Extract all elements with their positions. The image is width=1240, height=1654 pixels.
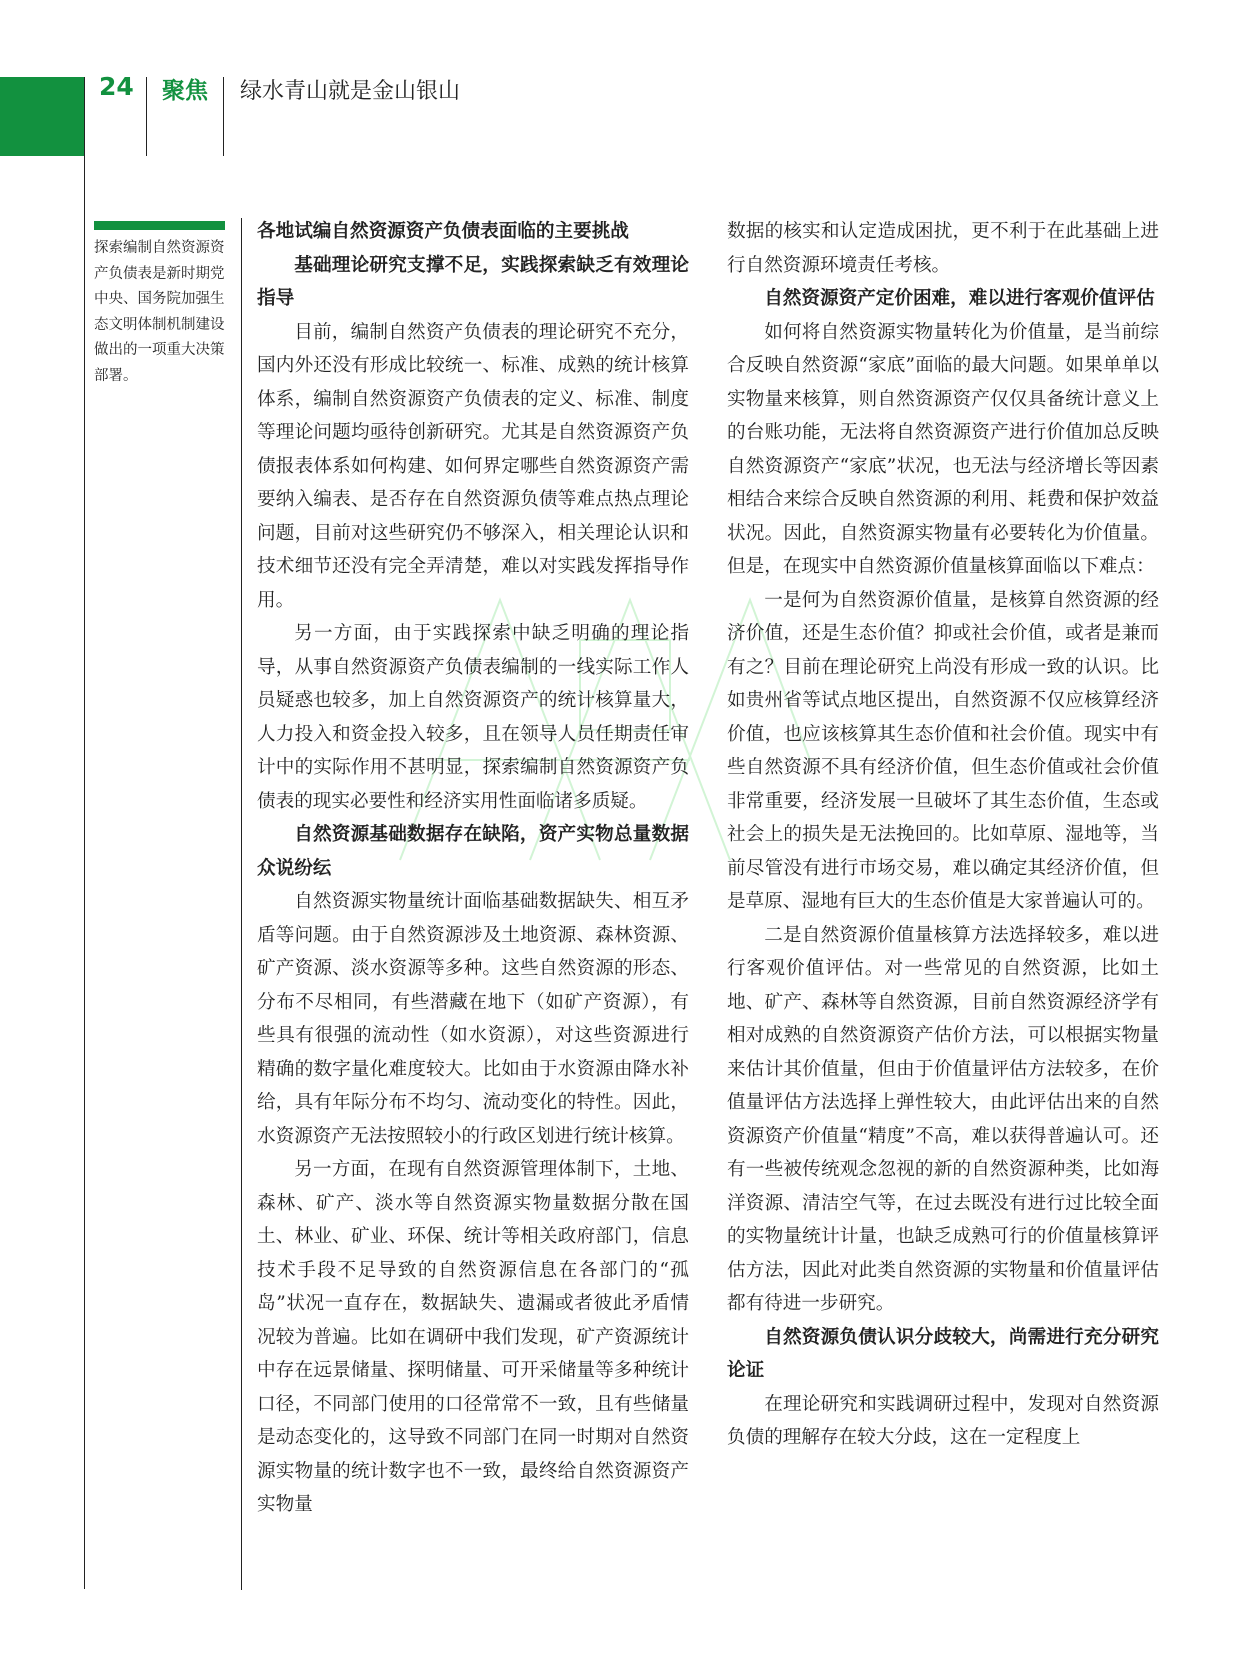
subheading: 基础理论研究支撑不足，实践探索缺乏有效理论指导 xyxy=(257,254,689,309)
paragraph: 数据的核实和认定造成困扰，更不利于在此基础上进行自然资源环境责任考核。 xyxy=(727,221,1159,276)
article-column-left xyxy=(257,215,689,1522)
subheading: 自然资源负债认识分歧较大，尚需进行充分研究论证 xyxy=(727,1326,1159,1381)
paragraph: 目前，编制自然资产负债表的理论研究不充分，国内外还没有形成比较统一、标准、成熟的统计核算体系，编制自然资源资产负债表的定义、标准、制度等理论问题均亟待创新研究。尤其是自然资源资产负债报表体系如何构建、如何界定哪些自然资源资产需要纳入编表、是否存在自然资源负债等难点热点理论问题，目前对这些研究仍不够深入，相关理论认识和技术细节还没有完全弄清楚，难以对实践发挥指导作用。 xyxy=(257,321,689,611)
paragraph: 另一方面，由于实践探索中缺乏明确的理论指导，从事自然资源资产负债表编制的一线实际工作人员疑惑也较多，加上自然资源资产的统计核算量大，人力投入和资金投入较多，且在领导人员任期责任审计中的实际作用不甚明显，探索编制自然资源资产负债表的现实必要性和经济实用性面临诸多质疑。 xyxy=(257,623,689,812)
paragraph: 自然资源实物量统计面临基础数据缺失、相互矛盾等问题。由于自然资源涉及土地资源、森林资源、矿产资源、淡水资源等多种。这些自然资源的形态、分布不尽相同，有些潜藏在地下（如矿产资源），有些具有很强的流动性（如水资源），对这些资源进行精确的数字量化难度较大。比如由于水资源由降水补给，具有年际分布不均匀、流动变化的特性。因此，水资源资产无法按照较小的行政区划进行统计核算。 xyxy=(257,891,689,1147)
paragraph: 另一方面，在现有自然资源管理体制下，土地、森林、矿产、淡水等自然资源实物量数据分散在国土、林业、矿业、环保、统计等相关政府部门，信息技术手段不足导致的自然资源信息在各部门的“孤岛”状况一直存在，数据缺失、遗漏或者彼此矛盾情况较为普遍。比如在调研中我们发现，矿产资源统计中存在远景储量、探明储量、可开采储量等多种统计口径，不同部门使用的口径常常不一致，且有些储量是动态变化的，这导致不同部门在同一时期对自然资源实物量的统计数字也不一致，最终给自然资源资产实物量 xyxy=(257,1159,689,1515)
header-divider xyxy=(146,77,147,156)
paragraph: 如何将自然资源实物量转化为价值量，是当前综合反映自然资源“家底”面临的最大问题。如果单单以实物量来核算，则自然资源资产仅仅具备统计意义上的台账功能，无法将自然资源资产进行价值加总反映自然资源资产“家底”状况，也无法与经济增长等因素相结合来综合反映自然资源的利用、耗费和保护效益状况。因此，自然资源实物量有必要转化为价值量。但是，在现实中自然资源价值量核算面临以下难点： xyxy=(727,321,1159,577)
column-rule xyxy=(241,218,242,1590)
article-column-right xyxy=(727,215,1159,1455)
header-green-block xyxy=(0,77,84,156)
paragraph: 一是何为自然资源价值量，是核算自然资源的经济价值，还是生态价值？抑或社会价值，或者是兼而有之？目前在理论研究上尚没有形成一致的认识。比如贵州省等试点地区提出，自然资源不仅应核算经济价值，也应该核算其生态价值和社会价值。现实中有些自然资源不具有经济价值，但生态价值或社会价值非常重要，经济发展一旦破坏了其生态价值，生态或社会上的损失是无法挽回的。比如草原、湿地等，当前尽管没有进行市场交易，难以确定其经济价值，但是草原、湿地有巨大的生态价值是大家普遍认可的。 xyxy=(727,589,1159,912)
section-label: 聚焦 xyxy=(162,78,208,104)
left-margin-rule xyxy=(84,77,85,1589)
header-divider xyxy=(223,77,224,156)
sidebar-accent-bar xyxy=(94,221,225,230)
article-heading: 各地试编自然资源资产负债表面临的主要挑战 xyxy=(257,221,629,242)
running-title: 绿水青山就是金山银山 xyxy=(240,79,461,104)
subheading: 自然资源资产定价困难，难以进行客观价值评估 xyxy=(764,288,1155,309)
page-number: 24 xyxy=(99,72,134,101)
subheading: 自然资源基础数据存在缺陷，资产实物总量数据众说纷纭 xyxy=(257,824,689,879)
paragraph: 二是自然资源价值量核算方法选择较多，难以进行客观价值评估。对一些常见的自然资源，比如土地、矿产、森林等自然资源，目前自然资源经济学有相对成熟的自然资源资产估价方法，可以根据实物量来估计其价值量，但由于价值量评估方法较多，在价值量评估方法选择上弹性较大，由此评估出来的自然资源资产价值量“精度”不高，难以获得普遍认可。还有一些被传统观念忽视的新的自然资源种类，比如海洋资源、清洁空气等，在过去既没有进行过比较全面的实物量统计计量，也缺乏成熟可行的价值量核算评估方法，因此对此类自然资源的实物量和价值量评估都有待进一步研究。 xyxy=(727,924,1159,1314)
sidebar-pull-quote: 探索编制自然资源资产负债表是新时期党中央、国务院加强生态文明体制机制建设做出的一项重大决策部署。 xyxy=(94,240,225,384)
paragraph: 在理论研究和实践调研过程中，发现对自然资源负债的理解存在较大分歧，这在一定程度上 xyxy=(727,1393,1159,1448)
